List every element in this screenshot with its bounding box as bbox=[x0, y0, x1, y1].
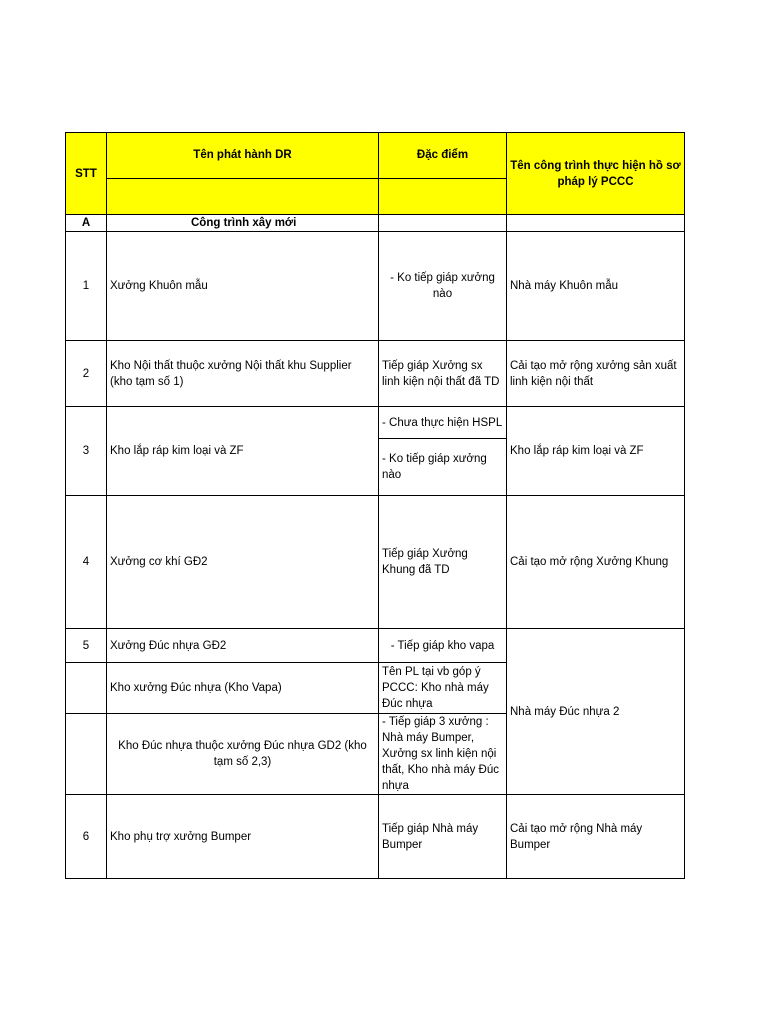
row2-stt bbox=[65, 340, 107, 407]
row3-dac-diem-2 bbox=[378, 438, 507, 496]
row5c-dac-diem-text: - Tiếp giáp 3 xưởng : Nhà máy Bumper, Xưởng sx linh kiện nội thất, Kho nhà máy Đúc nhựa bbox=[382, 716, 499, 792]
row4-dac-diem bbox=[378, 495, 507, 629]
row5b-stt bbox=[65, 662, 107, 714]
row5c-ten-text: Kho Đúc nhựa thuộc xưởng Đúc nhựa GD2 (kho tạm số 2,3) bbox=[118, 740, 367, 768]
row2-cong-trinh bbox=[506, 340, 685, 407]
row5-cong-trinh-text: Nhà máy Đúc nhựa 2 bbox=[510, 705, 620, 718]
row1-dac-diem-text: - Ko tiếp giáp xưởng nào bbox=[390, 272, 495, 300]
row6-ten bbox=[106, 794, 379, 879]
row4-cong-trinh-text: Cải tạo mở rộng Xưởng Khung bbox=[510, 556, 669, 568]
row2-dac-diem-text: Tiếp giáp Xưởng sx linh kiện nội thất đã TD bbox=[382, 359, 500, 388]
section-title bbox=[106, 214, 379, 232]
header-dac-diem-text: Đặc điểm bbox=[416, 149, 469, 161]
header-ten bbox=[106, 132, 379, 179]
row5c-ten bbox=[106, 713, 379, 795]
row3-cong-trinh-text: Kho lắp ráp kim loại và ZF bbox=[510, 445, 644, 457]
row5b-ten-text: Kho xưởng Đúc nhựa (Kho Vapa) bbox=[110, 682, 282, 694]
row5-stt bbox=[65, 628, 107, 663]
row5b-dac-diem-text: Tên PL tại vb góp ý PCCC: Kho nhà máy Đúc nhựa bbox=[382, 666, 489, 710]
row4-stt-text: 4 bbox=[82, 556, 90, 568]
header-stt bbox=[65, 132, 107, 215]
row4-ten bbox=[106, 495, 379, 629]
row2-dac-diem bbox=[378, 340, 507, 407]
row3-dac-diem-2-text: - Ko tiếp giáp xưởng nào bbox=[382, 453, 487, 481]
row5-ten bbox=[106, 628, 379, 663]
row5-ten-text: Xưởng Đúc nhựa GĐ2 bbox=[110, 639, 227, 652]
row3-stt-text: 3 bbox=[82, 445, 90, 457]
row2-stt-text: 2 bbox=[82, 367, 90, 380]
row3-dac-diem-1-text: - Chưa thực hiện HSPL bbox=[382, 416, 503, 429]
row4-dac-diem-text: Tiếp giáp Xưởng Khung đã TD bbox=[382, 548, 468, 576]
row5b-dac-diem bbox=[378, 662, 507, 714]
row3-dac-diem-1 bbox=[378, 406, 507, 439]
row1-cong-trinh-text: Nhà máy Khuôn mẫu bbox=[510, 280, 619, 292]
header-cong-trinh bbox=[506, 132, 685, 215]
row1-ten bbox=[106, 231, 379, 341]
row3-stt bbox=[65, 406, 107, 496]
row5b-ten bbox=[106, 662, 379, 714]
row4-cong-trinh bbox=[506, 495, 685, 629]
row6-stt bbox=[65, 794, 107, 879]
row6-dac-diem bbox=[378, 794, 507, 879]
header-ten-blank bbox=[106, 178, 379, 215]
row5-cong-trinh bbox=[506, 628, 685, 795]
row5-dac-diem-text: - Tiếp giáp kho vapa bbox=[390, 639, 495, 652]
section-blank-dac-diem bbox=[378, 214, 507, 232]
row5-stt-text: 5 bbox=[82, 639, 90, 652]
section-code-text: A bbox=[81, 217, 91, 229]
row2-cong-trinh-text: Cải tạo mở rộng xưởng sản xuất linh kiện nội thất bbox=[510, 359, 677, 388]
row5c-stt bbox=[65, 713, 107, 795]
row2-ten-text: Kho Nội thất thuộc xưởng Nội thất khu Supplier (kho tạm số 1) bbox=[110, 359, 352, 388]
row5-dac-diem bbox=[378, 628, 507, 663]
section-blank-cong-trinh bbox=[506, 214, 685, 232]
row6-cong-trinh-text: Cải tạo mở rộng Nhà máy Bumper bbox=[510, 822, 643, 851]
row1-cong-trinh bbox=[506, 231, 685, 341]
header-cong-trinh-text: Tên công trình thực hiện hồ sơ pháp lý PCCC bbox=[510, 159, 681, 188]
row6-dac-diem-text: Tiếp giáp Nhà máy Bumper bbox=[382, 822, 479, 851]
row3-ten-text: Kho lắp ráp kim loại và ZF bbox=[110, 445, 244, 457]
row3-ten bbox=[106, 406, 379, 496]
row1-stt bbox=[65, 231, 107, 341]
row1-ten-text: Xưởng Khuôn mẫu bbox=[110, 280, 208, 292]
row5c-dac-diem bbox=[378, 713, 507, 795]
row6-ten-text: Kho phụ trợ xưởng Bumper bbox=[110, 830, 252, 843]
header-dac-diem-blank bbox=[378, 178, 507, 215]
row4-ten-text: Xưởng cơ khí GĐ2 bbox=[110, 556, 208, 568]
header-dac-diem bbox=[378, 132, 507, 179]
header-ten-text: Tên phát hành DR bbox=[193, 149, 292, 161]
row4-stt bbox=[65, 495, 107, 629]
section-code bbox=[65, 214, 107, 232]
header-stt-text: STT bbox=[75, 167, 97, 180]
row1-dac-diem bbox=[378, 231, 507, 341]
row2-ten bbox=[106, 340, 379, 407]
row3-cong-trinh bbox=[506, 406, 685, 496]
row6-cong-trinh bbox=[506, 794, 685, 879]
section-title-text: Công trình xây mới bbox=[191, 217, 297, 229]
row1-stt-text: 1 bbox=[82, 280, 90, 292]
row6-stt-text: 6 bbox=[82, 830, 90, 843]
